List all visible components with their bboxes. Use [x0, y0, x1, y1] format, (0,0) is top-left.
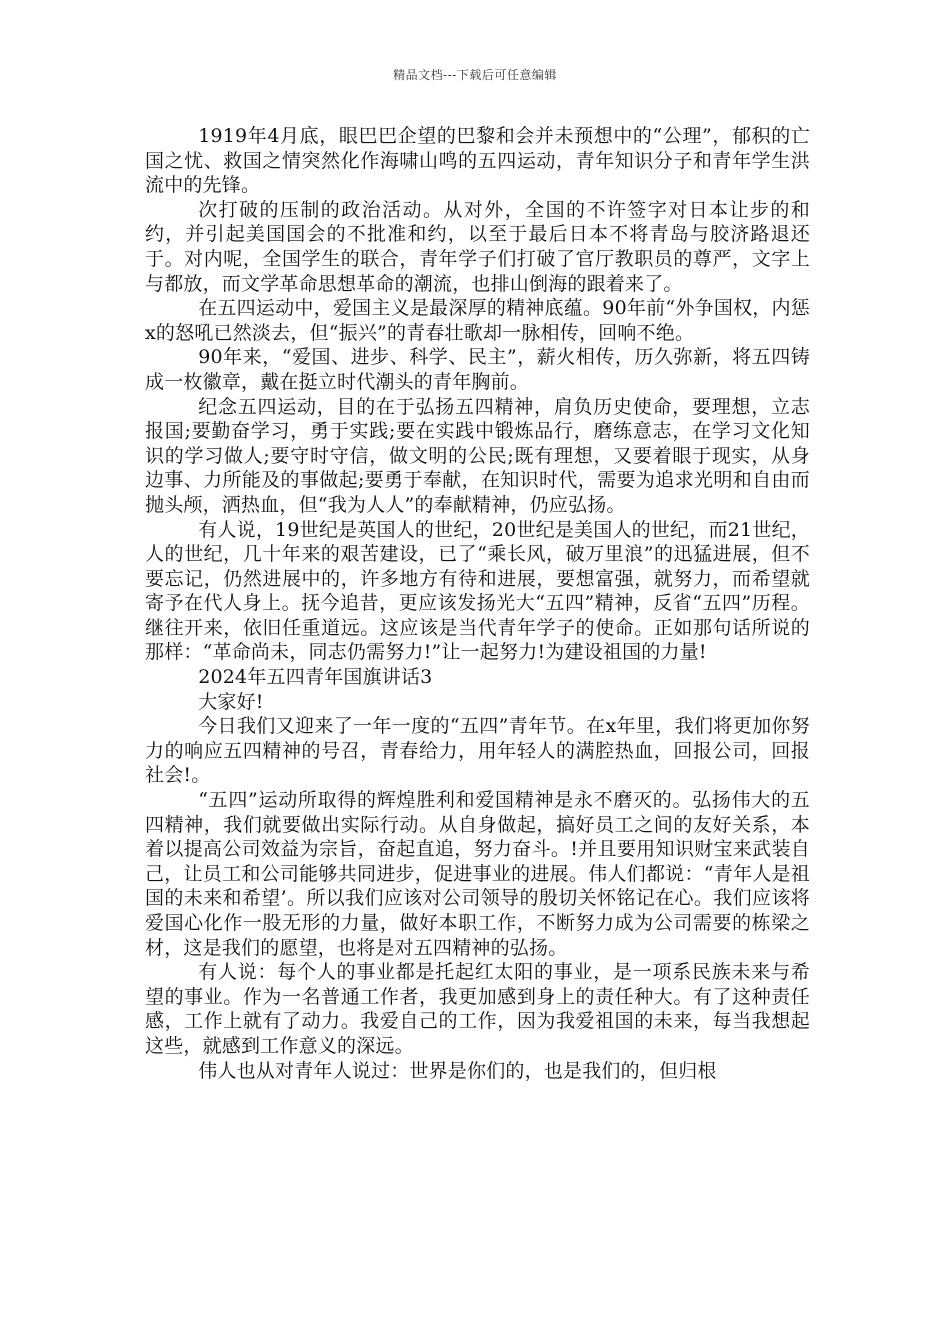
paragraph: 90年来，“爱国、进步、科学、民主”，薪火相传，历久弥新，将五四铸成一枚徽章，戴在挺立时代潮头的青年胸前。 [145, 346, 810, 393]
paragraph: 有人说，19世纪是英国人的世纪，20世纪是美国人的世纪，而21世纪，人的世纪，几十年来的艰苦建设，已了“乘长风，破万里浪”的迅猛进展，但不要忘记，仍然进展中的，许多地方有待和进展，要想富强，就努力，而希望就寄予在代人身上。抚今追昔，更应该发扬光大“五四”精神，反省“五四”历程。继往开来，依旧任重道远。这应该是当代青年学子的使命。正如那句话所说的那样：“革命尚未，同志仍需努力!”让一起努力!为建设祖国的力量! [145, 518, 810, 664]
paragraph: 次打破的压制的政治活动。从对外，全国的不许签字对日本让步的和约，并引起美国国会的不批准和约，以至于最后日本不将青岛与胶济路退还于。对内呢，全国学生的联合，青年学子们打破了官厅教职员的尊严，文字上与都放，而文学革命思想革命的潮流，也排山倒海的跟着来了。 [145, 198, 810, 295]
document-body [145, 124, 810, 1083]
greeting: 大家好! [198, 690, 264, 713]
paragraph: 在五四运动中，爱国主义是最深厚的精神底蕴。90年前“外争国权，内惩x的怒吼已然淡去，但“振兴”的青春壮歌却一脉相传，回响不绝。 [145, 297, 810, 344]
paragraph: 伟人也从对青年人说过：世界是你们的，也是我们的，但归根 [198, 1059, 717, 1082]
paragraph: 纪念五四运动，目的在于弘扬五四精神，肩负历史使命，要理想，立志报国;要勤奋学习，勇于实践;要在实践中锻炼品行，磨练意志，在学习文化知识的学习做人;要守时守信，做文明的公民;既有理想，又要着眼于现实，从身边事、力所能及的事做起;要勇于奉献，在知识时代，需要为追求光明和自由而抛头颅，洒热血，但“我为人人”的奉献精神，仍应弘扬。 [145, 395, 810, 516]
paragraph: 1919年4月底，眼巴巴企望的巴黎和会并未预想中的“公理”，郁积的亡国之忧、救国之情突然化作海啸山鸣的五四运动，青年知识分子和青年学生洪流中的先锋。 [145, 125, 810, 197]
section-title: 2024年五四青年国旗讲话3 [198, 666, 433, 689]
paragraph: 有人说：每个人的事业都是托起红太阳的事业，是一项系民族未来与希望的事业。作为一名普通工作者，我更加感到身上的责任种大。有了这种责任感，工作上就有了动力。我爱自己的工作，因为我爱祖国的未来，每当我想起这些，就感到工作意义的深远。 [145, 961, 810, 1057]
paragraph: “五四”运动所取得的辉煌胜利和爱国精神是永不磨灭的。弘扬伟大的五四精神，我们就要做出实际行动。从自身做起，搞好员工之间的友好关系，本着以提高公司效益为宗旨，奋起直追，努力奋斗。!并且要用知识财宝来武装自己，让员工和公司能够共同进步，促进事业的进展。伟人们都说：“青年人是祖国的未来和希望’。所以我们应该对公司领导的殷切关怀铭记在心。我们应该将爱国心化作一股无形的力量，做好本职工作，不断努力成为公司需要的栋梁之材，这是我们的愿望，也将是对五四精神的弘扬。 [145, 789, 810, 959]
paragraph: 今日我们又迎来了一年一度的“五四”青年节。在x年里，我们将更加你努力的响应五四精神的号召，青春给力，用年轻人的满腔热血，回报公司，回报社会!。 [145, 715, 810, 787]
page-header: 精品文档---下载后可任意编辑 [393, 68, 557, 82]
